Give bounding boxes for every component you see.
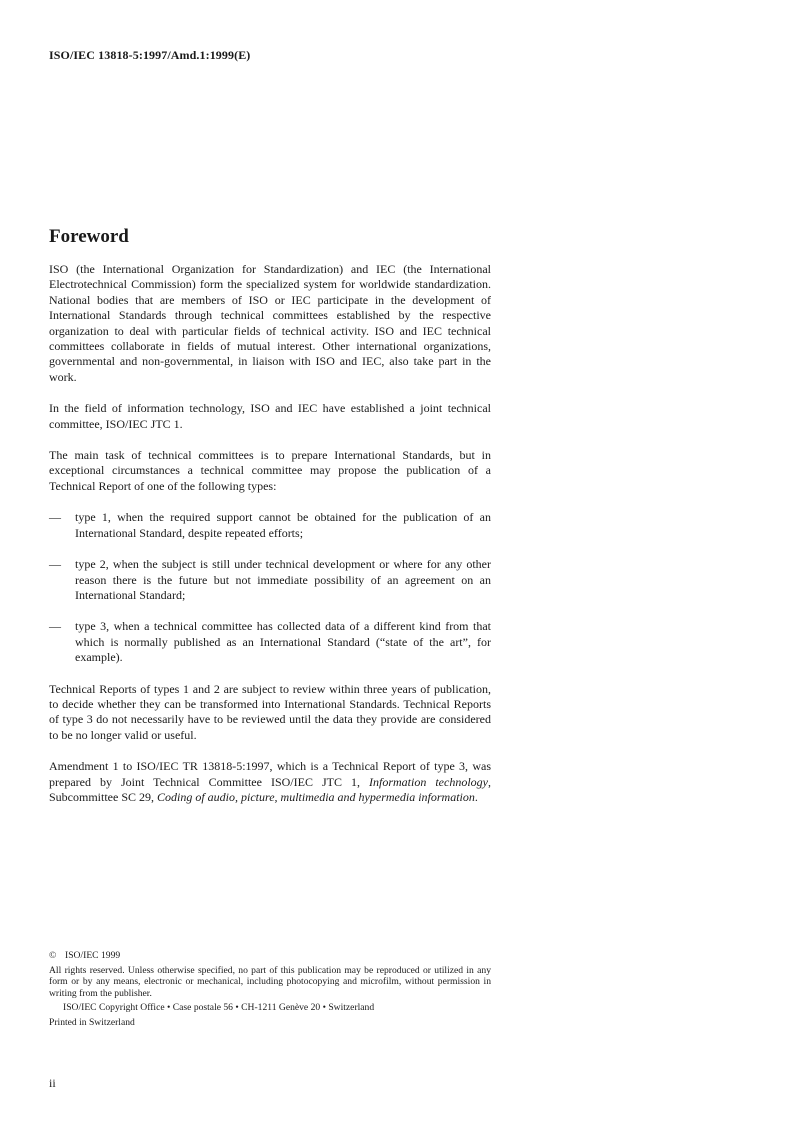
paragraph-review: Technical Reports of types 1 and 2 are subject to review within three years of publication, to decide whether they can be transformed into International Standards. Technical Reports of type 3 do not necessarily have to be reviewed until the data they provide are considered to be no longer valid or useful. xyxy=(49,681,491,742)
copyright-icon: © xyxy=(49,950,57,961)
paragraph-intro: ISO (the International Organization for Standardization) and IEC (the International Electrotechnical Commission) form the specialized system for worldwide standardization. National bodies that are members of ISO or IEC participate in the development of International Standards through technical committees established by the respective organization to deal with particular fields of technical activity. ISO and IEC technical committees collaborate in fields of mutual interest. Other international organizations, governmental and non-governmental, in liaison with ISO and IEC, also take part in the work. xyxy=(49,262,491,384)
list-dash: — xyxy=(49,510,61,525)
copyright-block xyxy=(49,950,491,1029)
list-item-text: type 2, when the subject is still under technical development or where for any other reason there is the future but not immediate possibility of an agreement on an International Standard; xyxy=(75,557,491,602)
list-dash: — xyxy=(49,619,61,634)
document-identifier: ISO/IEC 13818-5:1997/Amd.1:1999(E) xyxy=(49,48,251,62)
amendment-text-part3: . xyxy=(474,789,478,804)
amendment-italic-subcommittee: Coding of audio, picture, multimedia and hypermedia information xyxy=(157,789,475,804)
copyright-office: ISO/IEC Copyright Office • Case postale 56 • CH-1211 Genève 20 • Switzerland xyxy=(63,1002,375,1014)
list-item xyxy=(49,619,491,665)
amendment-italic-committee: Information technology xyxy=(369,774,488,789)
page-title: Foreword xyxy=(49,226,129,247)
amendment-text-part1: Amendment 1 to ISO/IEC TR 13818-5:1997, which is a Technical Report of type 3, was prepared by Joint Technical Committee ISO/IEC JTC 1, xyxy=(49,759,491,789)
list-item-text: type 3, when a technical committee has collected data of a different kind from that which is normally published as an International Standard (“state of the art”, for example). xyxy=(75,619,491,665)
list-item-text: type 1, when the required support cannot be obtained for the publication of an International Standard, despite repeated efforts; xyxy=(75,510,491,540)
printed-location: Printed in Switzerland xyxy=(49,1016,135,1028)
amendment-text-part2: , Subcommittee SC 29, xyxy=(49,774,491,804)
paragraph-main-task: The main task of technical committees is to prepare International Standards, but in exceptional circumstances a technical committee may propose the publication of a Technical Report of one of the following types: xyxy=(49,448,491,493)
copyright-line xyxy=(49,950,491,962)
list-item xyxy=(49,557,491,603)
rights-statement: All rights reserved. Unless otherwise specified, no part of this publication may be reproduced or utilized in any form or by any means, electronic or mechanical, including photocopying and microfilm, without permission in writing from the publisher. xyxy=(49,964,491,999)
report-types-list xyxy=(49,510,491,665)
copyright-holder: ISO/IEC 1999 xyxy=(65,950,121,961)
foreword-body xyxy=(49,262,491,821)
list-item xyxy=(49,510,491,541)
list-dash: — xyxy=(49,557,61,572)
paragraph-jtc1: In the field of information technology, ISO and IEC have established a joint technical committee, ISO/IEC JTC 1. xyxy=(49,401,491,431)
paragraph-amendment xyxy=(49,759,491,805)
page-number: ii xyxy=(49,1076,56,1090)
